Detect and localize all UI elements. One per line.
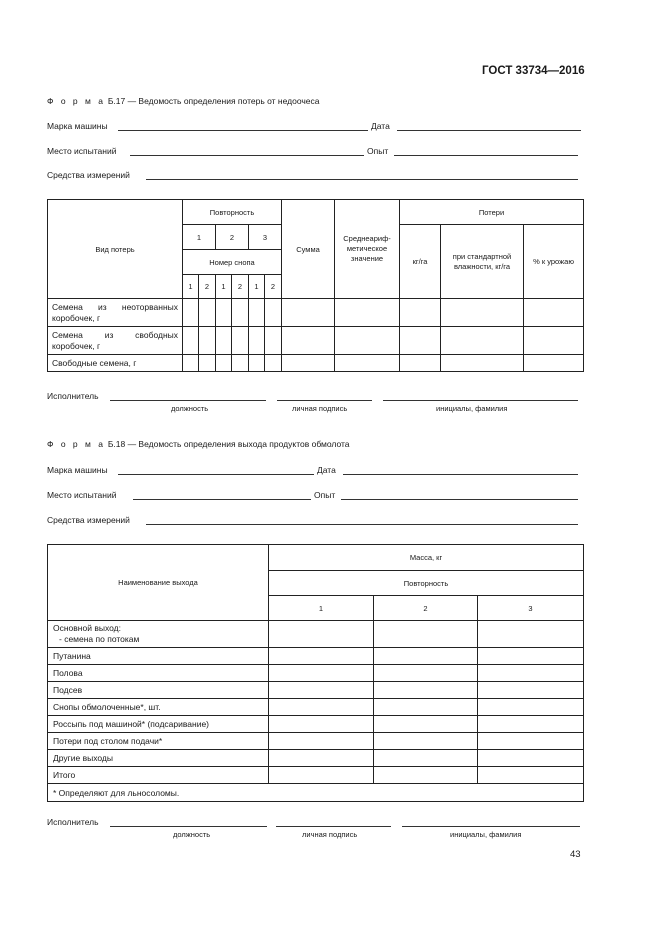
data-cell[interactable] [524,327,584,355]
table-row [48,665,584,682]
row-label: Итого [48,767,269,784]
data-cell[interactable] [478,767,584,784]
data-cell[interactable] [400,299,441,327]
form18-title [47,439,350,449]
form17-title [47,96,320,106]
repeat-num: 2 [374,596,478,621]
row-label-line1: Основной выход: [53,623,121,633]
col-sheaf: Номер снопа [183,250,282,275]
data-cell[interactable] [183,327,199,355]
form18-table [47,544,584,802]
data-cell[interactable] [269,621,374,648]
data-cell[interactable] [249,327,265,355]
table-row [48,648,584,665]
form18-executor-label: Исполнитель [47,817,99,827]
form18-machine-label: Марка машины [47,465,108,475]
data-cell[interactable] [374,699,478,716]
data-cell[interactable] [335,327,400,355]
data-cell[interactable] [232,355,249,372]
form18-instruments-field[interactable] [146,524,578,525]
data-cell[interactable] [216,299,232,327]
col-losses: Потери [400,200,584,225]
form18-prefix: Ф о р м а [47,439,106,449]
document-code: ГОСТ 33734—2016 [482,65,585,77]
table-row [48,716,584,733]
sheaf-num: 2 [232,275,249,299]
row-label-line2: - семена по потокам [59,634,140,644]
data-cell[interactable] [374,621,478,648]
row-label: Свободные семена, г [48,355,183,372]
data-cell[interactable] [524,355,584,372]
col-output-name: Наименование выхода [48,545,269,621]
data-cell[interactable] [335,355,400,372]
col-avg: Среднеариф-метическое значение [335,200,400,299]
page-number: 43 [570,849,581,860]
form17-date-field[interactable] [397,130,581,131]
data-cell[interactable] [400,355,441,372]
form17-sign-caption: личная подпись [292,404,348,413]
sheaf-num: 1 [183,275,199,299]
data-cell[interactable] [374,750,478,767]
data-cell[interactable] [183,299,199,327]
data-cell[interactable] [265,355,282,372]
form17-experiment-field[interactable] [394,155,578,156]
data-cell[interactable] [441,355,524,372]
col-mass: Масса, кг [269,545,584,571]
data-cell[interactable] [269,682,374,699]
form17-name-field[interactable] [383,400,578,401]
form17-instruments-label: Средства измерений [47,170,130,180]
form18-place-field[interactable] [133,499,311,500]
table-row [48,750,584,767]
form18-date-label: Дата [317,465,336,475]
sheaf-num: 2 [265,275,282,299]
col-repeat: Повторность [269,571,584,596]
repeat-num: 1 [183,225,216,250]
form17-position-caption: должность [171,404,209,413]
row-label: Путанина [48,648,269,665]
data-cell[interactable] [400,327,441,355]
form17-table [47,199,584,372]
data-cell[interactable] [269,750,374,767]
form17-position-field[interactable] [110,400,266,401]
form17-machine-label: Марка машины [47,121,108,131]
data-cell[interactable] [335,299,400,327]
form18-name-field[interactable] [402,826,580,827]
data-cell[interactable] [282,327,335,355]
data-cell[interactable] [478,648,584,665]
row-label: Снопы обмолоченные*, шт. [48,699,269,716]
data-cell[interactable] [478,665,584,682]
sheaf-num: 2 [199,275,216,299]
form17-place-label: Место испытаний [47,146,117,156]
data-cell[interactable] [265,327,282,355]
data-cell[interactable] [374,733,478,750]
form18-position-field[interactable] [110,826,267,827]
table-row [48,299,584,327]
row-label: Россыпь под машиной* (подсаривание) [48,716,269,733]
data-cell[interactable] [269,665,374,682]
data-cell[interactable] [269,767,374,784]
form18-machine-field[interactable] [118,474,314,475]
data-cell[interactable] [478,682,584,699]
form17-executor-label: Исполнитель [47,391,99,401]
form17-instruments-field[interactable] [146,179,578,180]
form18-name-caption: инициалы, фамилия [450,830,522,839]
data-cell[interactable] [216,327,232,355]
form18-position-caption: должность [173,830,211,839]
row-label: Другие выходы [48,750,269,767]
data-cell[interactable] [216,355,232,372]
data-cell[interactable] [282,355,335,372]
data-cell[interactable] [441,299,524,327]
form18-instruments-label: Средства измерений [47,515,130,525]
form18-date-field[interactable] [343,474,578,475]
data-cell[interactable] [265,299,282,327]
data-cell[interactable] [199,299,216,327]
data-cell[interactable] [524,299,584,327]
form18-title-text: Б.18 — Ведомость определения выхода продуктов обмолота [107,439,350,449]
repeat-num: 3 [478,596,584,621]
data-cell[interactable] [249,355,265,372]
data-cell[interactable] [478,621,584,648]
sheaf-num: 1 [249,275,265,299]
table-row [48,355,584,372]
data-cell[interactable] [232,299,249,327]
data-cell[interactable] [269,733,374,750]
table-footnote: * Определяют для льносоломы. [48,784,584,802]
col-kgha: кг/га [400,225,441,299]
data-cell[interactable] [282,299,335,327]
data-cell[interactable] [374,665,478,682]
data-cell[interactable] [374,716,478,733]
data-cell[interactable] [478,750,584,767]
form18-sign-caption: личная подпись [302,830,358,839]
form17-machine-field[interactable] [118,130,368,131]
data-cell[interactable] [374,682,478,699]
table-row [48,682,584,699]
data-cell[interactable] [441,327,524,355]
col-std: при стандартной влажности, кг/га [441,225,524,299]
form18-experiment-label: Опыт [314,490,336,500]
repeat-num: 3 [249,225,282,250]
data-cell[interactable] [478,699,584,716]
data-cell[interactable] [249,299,265,327]
data-cell[interactable] [374,648,478,665]
col-pct: % к урожаю [524,225,584,299]
data-cell[interactable] [199,355,216,372]
row-label: Полова [48,665,269,682]
form17-title-text: Б.17 — Ведомость определения потерь от недоочеса [107,96,320,106]
data-cell[interactable] [199,327,216,355]
col-sum: Сумма [282,200,335,299]
col-repeat: Повторность [183,200,282,225]
row-label: Потери под столом подачи* [48,733,269,750]
data-cell[interactable] [478,733,584,750]
data-cell[interactable] [269,716,374,733]
table-row [48,733,584,750]
table-row [48,699,584,716]
form17-sign-field[interactable] [277,400,372,401]
table-row [48,621,584,648]
data-cell[interactable] [183,355,199,372]
data-cell[interactable] [232,327,249,355]
data-cell[interactable] [374,767,478,784]
table-row [48,327,584,355]
row-label: Подсев [48,682,269,699]
data-cell[interactable] [269,699,374,716]
row-label: Семена из свободных коробочек, г [48,327,183,355]
sheaf-num: 1 [216,275,232,299]
repeat-num: 2 [216,225,249,250]
form17-experiment-label: Опыт [367,146,389,156]
form17-place-field[interactable] [130,155,364,156]
data-cell[interactable] [478,716,584,733]
form17-name-caption: инициалы, фамилия [436,404,508,413]
form18-experiment-field[interactable] [341,499,578,500]
form18-sign-field[interactable] [276,826,391,827]
table-row [48,767,584,784]
form18-place-label: Место испытаний [47,490,117,500]
row-label [48,621,269,648]
col-loss-type: Вид потерь [48,200,183,299]
data-cell[interactable] [269,648,374,665]
row-label: Семена из неоторванных коробочек, г [48,299,183,327]
repeat-num: 1 [269,596,374,621]
form17-prefix: Ф о р м а [47,96,106,106]
form17-date-label: Дата [371,121,390,131]
